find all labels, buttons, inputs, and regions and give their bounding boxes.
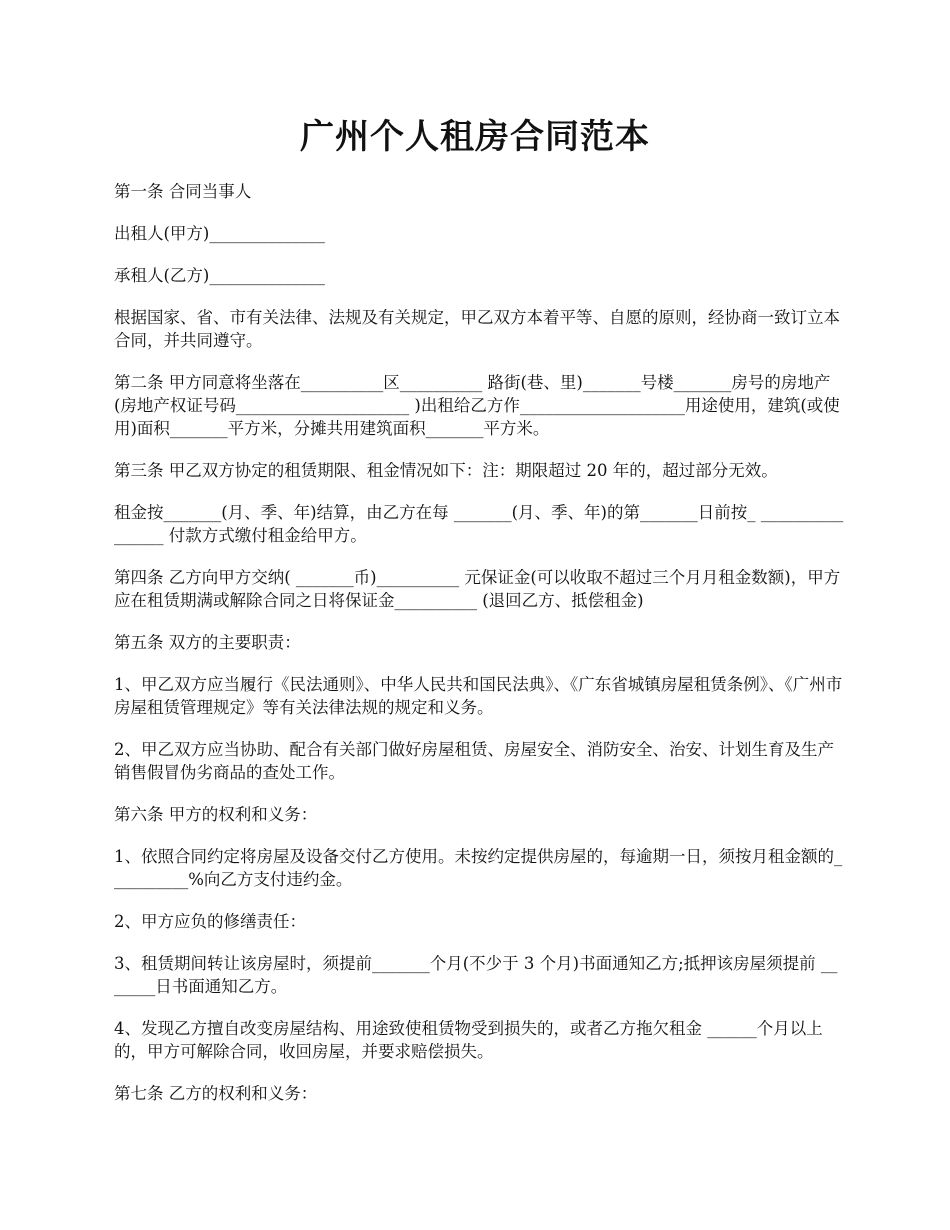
document-title: 广州个人租房合同范本: [300, 117, 650, 157]
article-6-heading: 第六条 甲方的权利和义务：: [114, 805, 318, 824]
rent-payment-paragraph: 租金按_______(月、季、年)结算，由乙方在每 _______(月、季、年)的第_______日前按_ ________________ 付款方式缴付租金给甲方。: [114, 503, 844, 545]
article-5-item-1: 1、甲乙双方应当履行《民法通则》、中华人民共和国民法典》、《广东省城镇房屋租赁条例》、《广州市房屋租赁管理规定》等有关法律法规的规定和义务。: [114, 675, 843, 717]
article-1-heading: 第一条 合同当事人: [114, 182, 252, 201]
preamble-paragraph: 根据国家、省、市有关法律、法规及有关规定，甲乙双方本着平等、自愿的原则，经协商一致订立本合同，并共同遵守。: [114, 308, 840, 350]
article-2-paragraph: 第二条 甲方同意将坐落在__________区__________ 路街(巷、里)_______号楼_______房号的房地产(房地产权证号码_____________________ )出租给乙方作____________________用途使用，建筑(或使用)面积_______平方米，分摊共用建筑面积_______平方米。: [114, 373, 840, 438]
article-4-paragraph: 第四条 乙方向甲方交纳( _______币)__________ 元保证金(可以收取不超过三个月月租金数额)，甲方应在租赁期满或解除合同之日将保证金__________ (退回乙方、抵偿租金): [114, 568, 841, 610]
lessor-line: 出租人(甲方)______________: [114, 224, 325, 243]
article-5-item-2: 2、甲乙双方应当协助、配合有关部门做好房屋租赁、房屋安全、消防安全、治安、计划生育及生产销售假冒伪劣商品的查处工作。: [114, 740, 834, 782]
article-3-paragraph: 第三条 甲乙双方协定的租赁期限、租金情况如下：注：期限超过 20 年的，超过部分无效。: [114, 461, 778, 480]
article-6-item-4: 4、发现乙方擅自改变房屋结构、用途致使租赁物受到损失的，或者乙方拖欠租金 ______个月以上的，甲方可解除合同，收回房屋，并要求赔偿损失。: [114, 1019, 823, 1061]
document-body: [114, 180, 844, 1124]
article-7-heading: 第七条 乙方的权利和义务：: [114, 1084, 318, 1103]
article-5-heading: 第五条 双方的主要职责：: [114, 633, 301, 652]
lessee-line: 承租人(乙方)______________: [114, 266, 325, 285]
article-6-item-2: 2、甲方应负的修缮责任：: [114, 912, 306, 931]
article-6-item-1: 1、依照合同约定将房屋及设备交付乙方使用。未按约定提供房屋的，每逾期一日，须按月租金额的__________%向乙方支付违约金。: [114, 847, 843, 889]
article-6-item-3: 3、租赁期间转让该房屋时，须提前_______个月(不少于 3 个月)书面通知乙方;抵押该房屋须提前 _______日书面通知乙方。: [114, 954, 838, 996]
